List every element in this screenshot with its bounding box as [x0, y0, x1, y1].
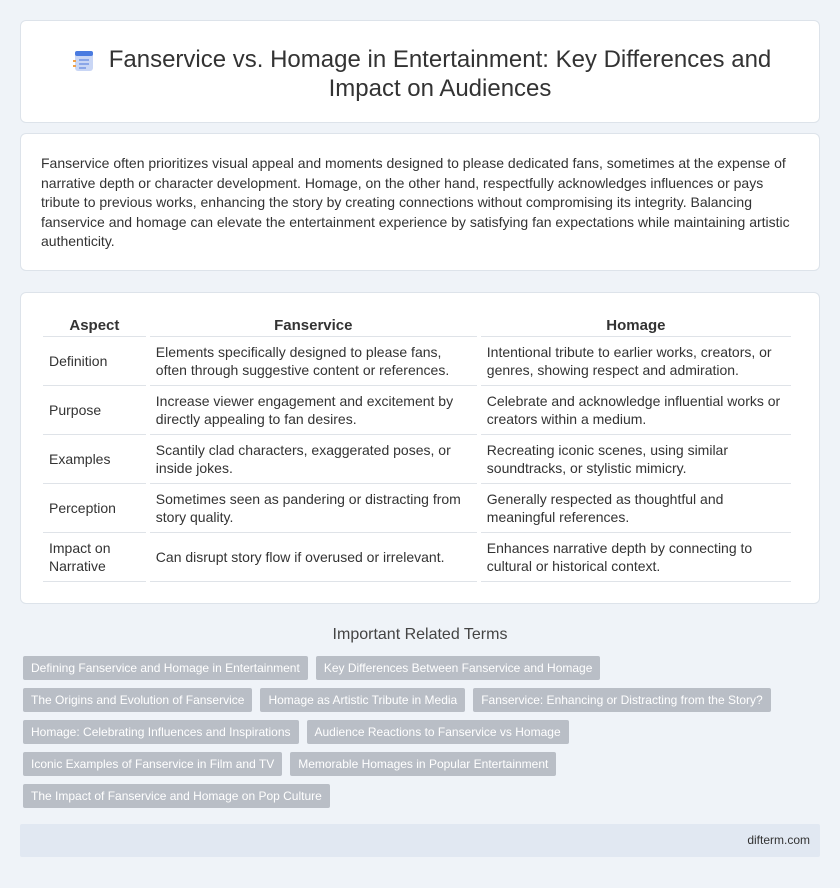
document-icon — [73, 49, 95, 73]
related-term-link[interactable]: Defining Fanservice and Homage in Entertainment — [23, 656, 308, 680]
table-header-row — [43, 315, 791, 337]
related-terms-title: Important Related Terms — [332, 626, 508, 643]
related-term-link[interactable]: Homage: Celebrating Influences and Inspirations — [23, 720, 299, 744]
row-fanservice: Sometimes seen as pandering or distracting from story quality. — [150, 484, 477, 533]
related-term-link[interactable]: The Impact of Fanservice and Homage on Pop Culture — [23, 784, 330, 808]
table-row — [43, 337, 791, 386]
related-term-link[interactable]: Memorable Homages in Popular Entertainment — [290, 752, 556, 776]
row-aspect: Perception — [43, 484, 146, 533]
page-title: Fanservice vs. Homage in Entertainment: Key Differences and Impact on Audiences — [108, 46, 772, 102]
row-homage: Celebrate and acknowledge influential works or creators within a medium. — [481, 386, 791, 435]
footer — [20, 824, 820, 857]
comparison-table-card — [20, 292, 820, 604]
row-fanservice: Elements specifically designed to please fans, often through suggestive content or references. — [150, 337, 477, 386]
tag-row — [23, 688, 823, 712]
row-homage: Enhances narrative depth by connecting to cultural or historical context. — [481, 533, 791, 582]
table-row — [43, 484, 791, 533]
row-homage: Generally respected as thoughtful and meaningful references. — [481, 484, 791, 533]
tag-row — [23, 720, 823, 744]
title-wrap — [21, 45, 819, 103]
row-aspect: Definition — [43, 337, 146, 386]
related-term-link[interactable]: The Origins and Evolution of Fanservice — [23, 688, 252, 712]
tag-row — [23, 752, 823, 776]
related-term-link[interactable]: Key Differences Between Fanservice and Homage — [316, 656, 601, 680]
header-card — [20, 20, 820, 123]
row-fanservice: Can disrupt story flow if overused or irrelevant. — [150, 533, 477, 582]
header-aspect: Aspect — [43, 315, 146, 337]
row-aspect: Examples — [43, 435, 146, 484]
comparison-table — [39, 315, 795, 582]
row-homage: Recreating iconic scenes, using similar soundtracks, or stylistic mimicry. — [481, 435, 791, 484]
tag-row — [23, 784, 823, 808]
intro-paragraph: Fanservice often prioritizes visual appeal and moments designed to please dedicated fans, sometimes at the expense of narrative depth or character development. Homage, on the other hand, respectfully acknowledges influences or pays tribute to previous works, enhancing the story by creating connections without compromising its integrity. Balancing fanservice and homage can elevate the entertainment experience by satisfying fan expectations while maintaining artistic authenticity. — [41, 155, 790, 249]
header-homage: Homage — [481, 315, 791, 337]
table-row — [43, 435, 791, 484]
header-fanservice: Fanservice — [150, 315, 477, 337]
table-row — [43, 386, 791, 435]
intro-card — [20, 133, 820, 271]
row-fanservice: Scantily clad characters, exaggerated poses, or inside jokes. — [150, 435, 477, 484]
tag-row — [23, 656, 823, 680]
row-fanservice: Increase viewer engagement and excitement by directly appealing to fan desires. — [150, 386, 477, 435]
related-term-link[interactable]: Homage as Artistic Tribute in Media — [260, 688, 465, 712]
related-term-link[interactable]: Audience Reactions to Fanservice vs Homage — [307, 720, 569, 744]
related-term-link[interactable]: Fanservice: Enhancing or Distracting from the Story? — [473, 688, 770, 712]
row-aspect: Impact on Narrative — [43, 533, 146, 582]
related-term-link[interactable]: Iconic Examples of Fanservice in Film and TV — [23, 752, 282, 776]
related-terms-list — [23, 656, 823, 816]
footer-site-link[interactable]: difterm.com — [747, 833, 810, 847]
row-homage: Intentional tribute to earlier works, creators, or genres, showing respect and admiration. — [481, 337, 791, 386]
row-aspect: Purpose — [43, 386, 146, 435]
table-row — [43, 533, 791, 582]
